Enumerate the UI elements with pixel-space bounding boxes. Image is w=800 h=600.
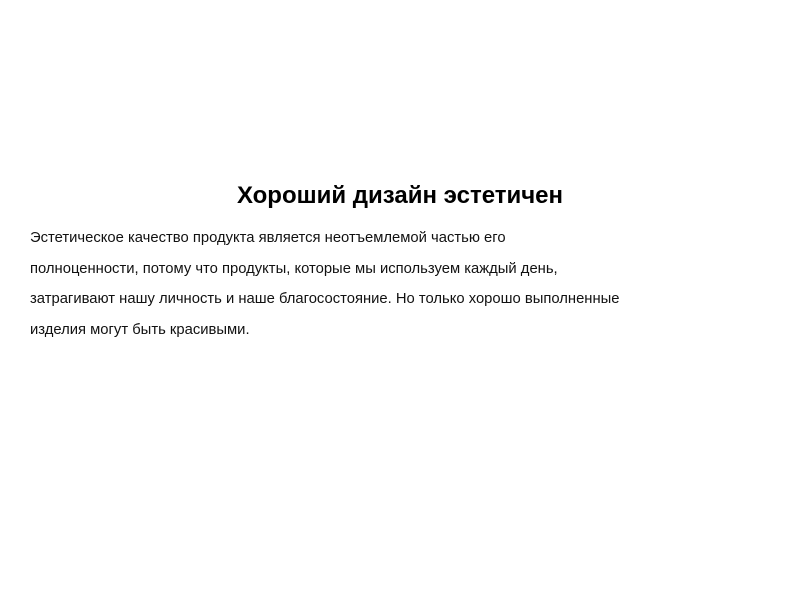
slide-body-paragraph (30, 223, 775, 345)
paragraph-line: затрагивают нашу личность и наше благосостояние. Но только хорошо выполненные (30, 291, 620, 307)
paragraph-line: изделия могут быть красивыми. (30, 321, 250, 338)
slide-title: Хороший дизайн эстетичен (236, 182, 564, 209)
paragraph-line: полноценности, потому что продукты, которые мы используем каждый день, (30, 260, 558, 277)
paragraph-line: Эстетическое качество продукта является неотъемлемой частью его (30, 230, 506, 246)
